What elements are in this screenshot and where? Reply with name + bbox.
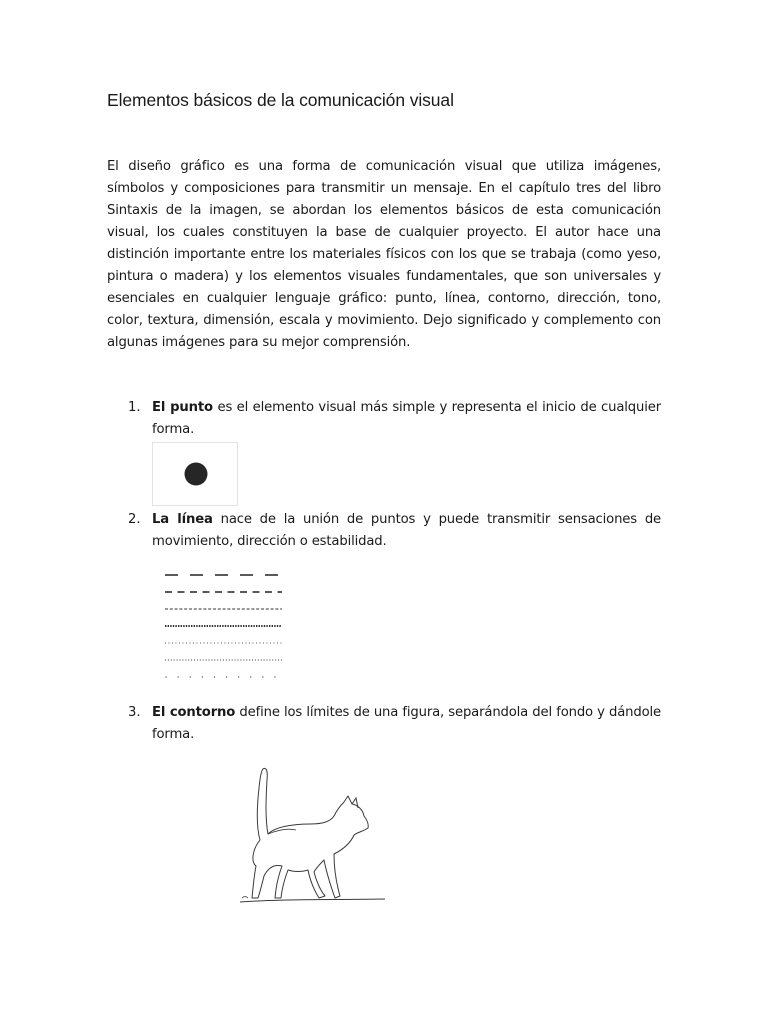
list-item-point — [107, 397, 661, 441]
list-item-text — [152, 702, 661, 746]
list-item-description: es el elemento visual más simple y representa el inicio de cualquier forma. — [152, 400, 661, 437]
list-item-term: La línea — [152, 512, 213, 527]
ground-line — [240, 899, 385, 902]
line-styles-illustration — [160, 564, 288, 686]
list-item-term: El contorno — [152, 705, 236, 720]
black-dot — [185, 463, 208, 486]
list-item-text — [152, 509, 661, 553]
intro-paragraph: El diseño gráfico es una forma de comunicación visual que utiliza imágenes, símbolos y composiciones para transmitir un mensaje. En el capítulo tres del libro Sintaxis de la imagen, se abordan los elementos básicos de esta comunicación visual, los cuales constituyen la base de cualquier proyecto. El autor hace una distinción importante entre los materiales físicos con los que se trabaja (como yeso, pintura o madera) y los elementos visuales fundamentales, que son universales y esenciales en cualquier lenguaje gráfico: punto, línea, contorno, dirección, tono, color, textura, dimensión, escala y movimiento. Dejo significado y complemento con algunas imágenes para su mejor comprensión. — [107, 159, 661, 350]
list-item-description: define los límites de una figura, separándola del fondo y dándole forma. — [152, 705, 661, 742]
dot-figure — [153, 443, 237, 505]
contour-illustration — [230, 758, 390, 914]
cat-outline-figure — [230, 758, 390, 914]
list-number: 2. — [128, 512, 141, 527]
document-heading: Elementos básicos de la comunicación visual — [107, 90, 454, 110]
list-number: 3. — [128, 705, 141, 720]
cat-back-line — [268, 829, 296, 834]
list-item-text — [152, 397, 661, 441]
point-illustration — [152, 442, 238, 506]
line-styles-figure — [160, 564, 288, 686]
ground-mark — [242, 897, 248, 899]
list-item-term: El punto — [152, 400, 213, 415]
list-item-description: nace de la unión de puntos y puede transmitir sensaciones de movimiento, dirección o estabilidad. — [152, 512, 662, 549]
list-item-contour — [107, 702, 661, 746]
list-number: 1. — [128, 400, 141, 415]
list-item-line — [107, 509, 661, 553]
